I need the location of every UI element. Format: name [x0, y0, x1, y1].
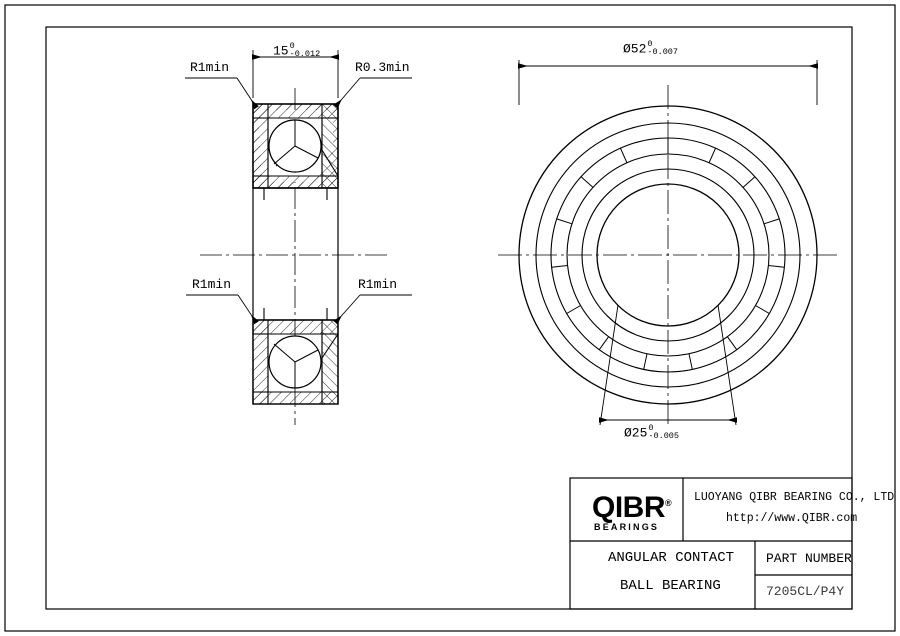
dimension-width: 15 0 -0.012: [273, 40, 321, 60]
dimension-bore-diameter: Ø25 0 -0.005: [624, 422, 680, 442]
brand-logo-text: QIBR®: [592, 491, 672, 524]
dimension-outer-diameter: Ø52 0 -0.007: [623, 38, 679, 58]
brand-tagline: BEARINGS: [594, 522, 660, 532]
part-number-header: PART NUMBER: [766, 551, 852, 566]
callout-r1min-bottom-right: R1min: [358, 277, 398, 292]
product-name-line1: ANGULAR CONTACT: [608, 550, 735, 566]
part-number-value: 7205CL/P4Y: [766, 584, 845, 599]
callout-r1min-bottom-left: R1min: [192, 277, 232, 292]
company-name: LUOYANG QIBR BEARING CO., LTD: [694, 491, 895, 504]
callout-r03min-top-right: R0.3min: [355, 60, 410, 75]
callout-r1min-top-left: R1min: [190, 60, 230, 75]
registered-trademark-icon: ®: [665, 498, 672, 508]
product-name-line2: BALL BEARING: [620, 578, 721, 594]
company-website: http://www.QIBR.com: [726, 512, 858, 525]
